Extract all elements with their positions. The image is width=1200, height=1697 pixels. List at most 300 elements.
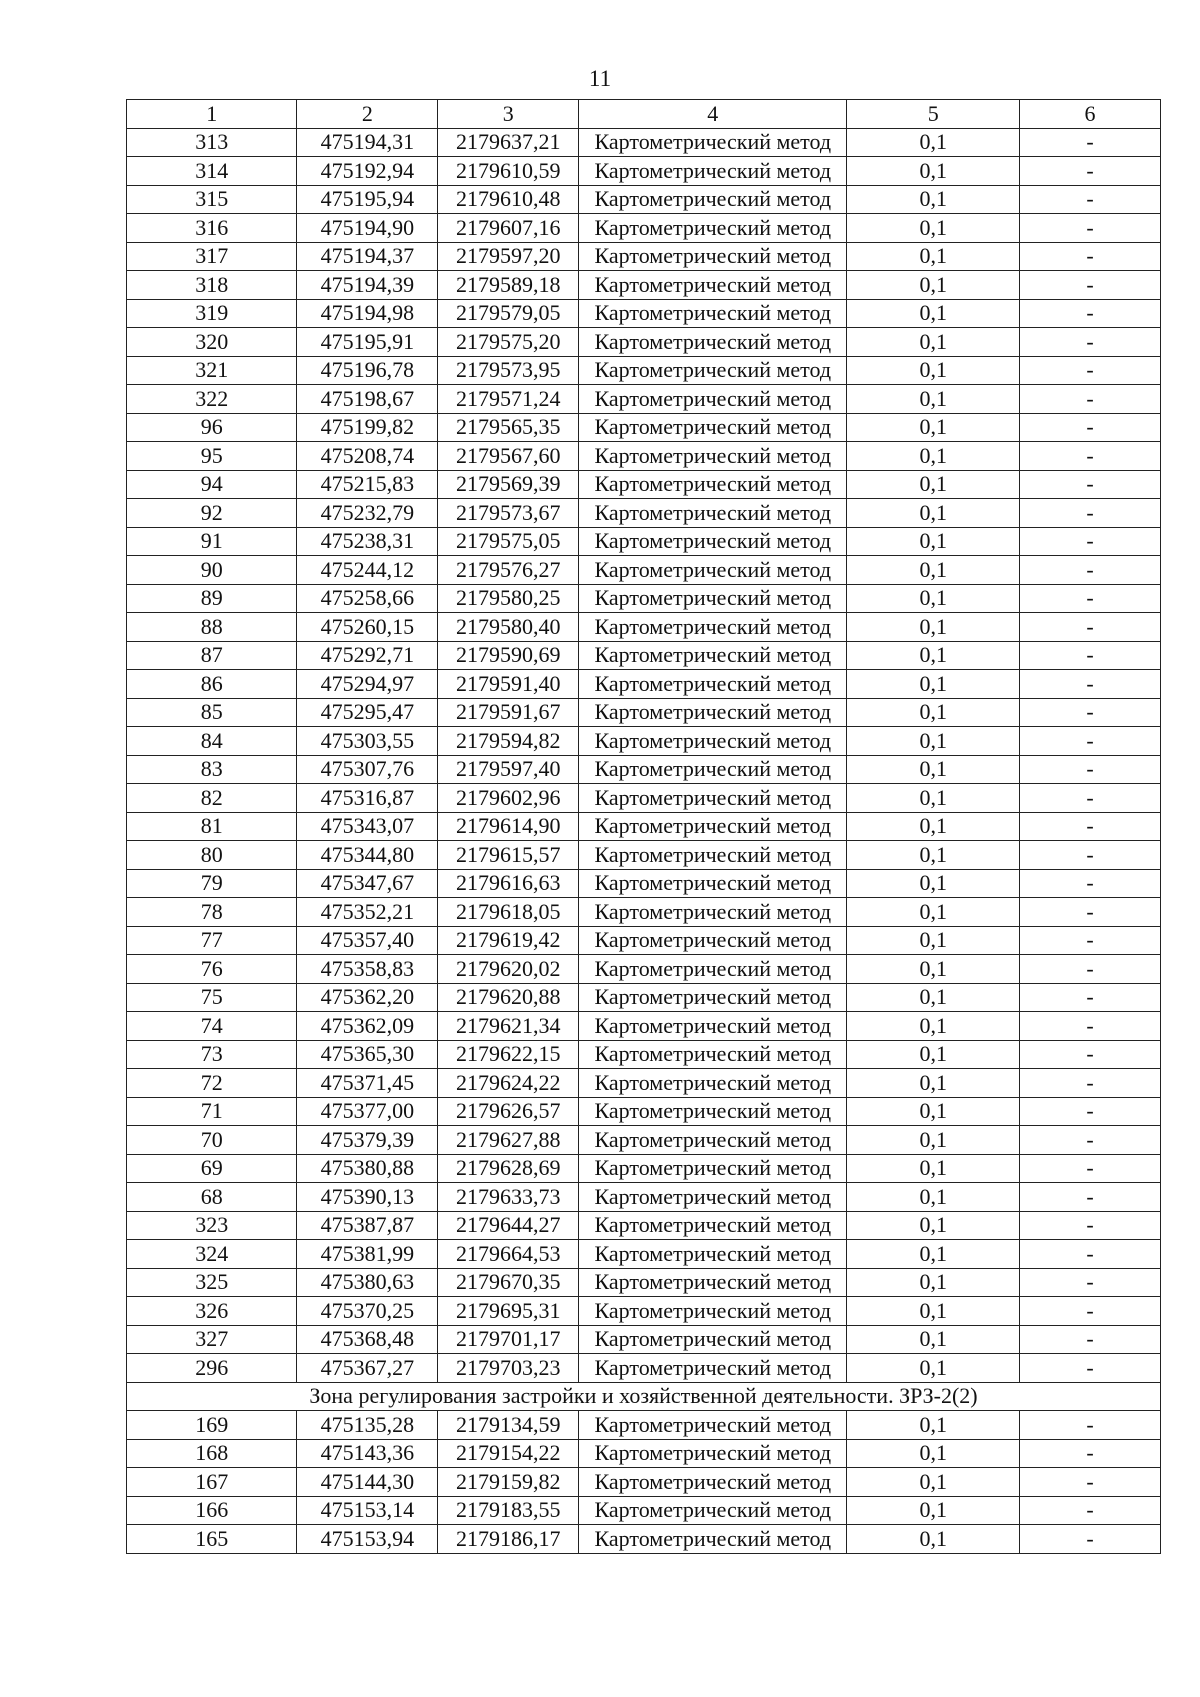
accuracy-cell: 0,1 bbox=[847, 385, 1020, 414]
accuracy-cell: 0,1 bbox=[847, 1439, 1020, 1468]
method-cell: Картометрический метод bbox=[579, 271, 847, 300]
accuracy-cell: 0,1 bbox=[847, 698, 1020, 727]
table-row bbox=[127, 385, 1161, 414]
table-row bbox=[127, 214, 1161, 243]
method-cell: Картометрический метод bbox=[579, 926, 847, 955]
note-cell: - bbox=[1020, 556, 1161, 585]
method-cell: Картометрический метод bbox=[579, 1040, 847, 1069]
method-cell: Картометрический метод bbox=[579, 641, 847, 670]
y-coordinate-cell: 2179626,57 bbox=[438, 1097, 579, 1126]
y-coordinate-cell: 2179701,17 bbox=[438, 1325, 579, 1354]
y-coordinate-cell: 2179597,40 bbox=[438, 755, 579, 784]
note-cell: - bbox=[1020, 185, 1161, 214]
column-header: 3 bbox=[438, 100, 579, 129]
table-row bbox=[127, 1268, 1161, 1297]
method-cell: Картометрический метод bbox=[579, 1468, 847, 1497]
y-coordinate-cell: 2179607,16 bbox=[438, 214, 579, 243]
x-coordinate-cell: 475368,48 bbox=[297, 1325, 438, 1354]
table-row bbox=[127, 955, 1161, 984]
table-row bbox=[127, 527, 1161, 556]
accuracy-cell: 0,1 bbox=[847, 185, 1020, 214]
x-coordinate-cell: 475343,07 bbox=[297, 812, 438, 841]
y-coordinate-cell: 2179573,95 bbox=[438, 356, 579, 385]
method-cell: Картометрический метод bbox=[579, 955, 847, 984]
accuracy-cell: 0,1 bbox=[847, 328, 1020, 357]
page-number: 11 bbox=[588, 66, 612, 91]
x-coordinate-cell: 475294,97 bbox=[297, 670, 438, 699]
note-cell: - bbox=[1020, 926, 1161, 955]
y-coordinate-cell: 2179579,05 bbox=[438, 299, 579, 328]
table-row bbox=[127, 869, 1161, 898]
table-row bbox=[127, 128, 1161, 157]
note-cell: - bbox=[1020, 1411, 1161, 1440]
x-coordinate-cell: 475260,15 bbox=[297, 613, 438, 642]
note-cell: - bbox=[1020, 869, 1161, 898]
method-cell: Картометрический метод bbox=[579, 1097, 847, 1126]
x-coordinate-cell: 475238,31 bbox=[297, 527, 438, 556]
table-row bbox=[127, 413, 1161, 442]
point-number-cell: 81 bbox=[127, 812, 297, 841]
y-coordinate-cell: 2179637,21 bbox=[438, 128, 579, 157]
method-cell: Картометрический метод bbox=[579, 328, 847, 357]
accuracy-cell: 0,1 bbox=[847, 584, 1020, 613]
x-coordinate-cell: 475194,90 bbox=[297, 214, 438, 243]
accuracy-cell: 0,1 bbox=[847, 1126, 1020, 1155]
note-cell: - bbox=[1020, 1211, 1161, 1240]
note-cell: - bbox=[1020, 1354, 1161, 1383]
note-cell: - bbox=[1020, 356, 1161, 385]
y-coordinate-cell: 2179591,40 bbox=[438, 670, 579, 699]
method-cell: Картометрический метод bbox=[579, 157, 847, 186]
y-coordinate-cell: 2179183,55 bbox=[438, 1496, 579, 1525]
note-cell: - bbox=[1020, 727, 1161, 756]
accuracy-cell: 0,1 bbox=[847, 755, 1020, 784]
method-cell: Картометрический метод bbox=[579, 128, 847, 157]
table-row bbox=[127, 1211, 1161, 1240]
table-row bbox=[127, 1240, 1161, 1269]
x-coordinate-cell: 475387,87 bbox=[297, 1211, 438, 1240]
table-row bbox=[127, 299, 1161, 328]
y-coordinate-cell: 2179621,34 bbox=[438, 1012, 579, 1041]
y-coordinate-cell: 2179620,02 bbox=[438, 955, 579, 984]
table-body bbox=[127, 128, 1161, 1382]
y-coordinate-cell: 2179569,39 bbox=[438, 470, 579, 499]
point-number-cell: 319 bbox=[127, 299, 297, 328]
x-coordinate-cell: 475295,47 bbox=[297, 698, 438, 727]
accuracy-cell: 0,1 bbox=[847, 1268, 1020, 1297]
method-cell: Картометрический метод bbox=[579, 442, 847, 471]
accuracy-cell: 0,1 bbox=[847, 128, 1020, 157]
point-number-cell: 320 bbox=[127, 328, 297, 357]
x-coordinate-cell: 475367,27 bbox=[297, 1354, 438, 1383]
note-cell: - bbox=[1020, 898, 1161, 927]
method-cell: Картометрический метод bbox=[579, 299, 847, 328]
x-coordinate-cell: 475258,66 bbox=[297, 584, 438, 613]
method-cell: Картометрический метод bbox=[579, 1496, 847, 1525]
method-cell: Картометрический метод bbox=[579, 841, 847, 870]
y-coordinate-cell: 2179565,35 bbox=[438, 413, 579, 442]
accuracy-cell: 0,1 bbox=[847, 613, 1020, 642]
y-coordinate-cell: 2179154,22 bbox=[438, 1439, 579, 1468]
method-cell: Картометрический метод bbox=[579, 214, 847, 243]
accuracy-cell: 0,1 bbox=[847, 499, 1020, 528]
accuracy-cell: 0,1 bbox=[847, 299, 1020, 328]
note-cell: - bbox=[1020, 328, 1161, 357]
x-coordinate-cell: 475365,30 bbox=[297, 1040, 438, 1069]
point-number-cell: 91 bbox=[127, 527, 297, 556]
note-cell: - bbox=[1020, 214, 1161, 243]
method-cell: Картометрический метод bbox=[579, 727, 847, 756]
point-number-cell: 323 bbox=[127, 1211, 297, 1240]
x-coordinate-cell: 475194,98 bbox=[297, 299, 438, 328]
method-cell: Картометрический метод bbox=[579, 698, 847, 727]
method-cell: Картометрический метод bbox=[579, 556, 847, 585]
accuracy-cell: 0,1 bbox=[847, 983, 1020, 1012]
note-cell: - bbox=[1020, 128, 1161, 157]
table-row bbox=[127, 1126, 1161, 1155]
method-cell: Картометрический метод bbox=[579, 1525, 847, 1554]
note-cell: - bbox=[1020, 670, 1161, 699]
point-number-cell: 89 bbox=[127, 584, 297, 613]
accuracy-cell: 0,1 bbox=[847, 356, 1020, 385]
method-cell: Картометрический метод bbox=[579, 1411, 847, 1440]
column-header: 5 bbox=[847, 100, 1020, 129]
table-row bbox=[127, 271, 1161, 300]
method-cell: Картометрический метод bbox=[579, 1354, 847, 1383]
accuracy-cell: 0,1 bbox=[847, 214, 1020, 243]
accuracy-cell: 0,1 bbox=[847, 470, 1020, 499]
table-row bbox=[127, 442, 1161, 471]
accuracy-cell: 0,1 bbox=[847, 556, 1020, 585]
accuracy-cell: 0,1 bbox=[847, 527, 1020, 556]
x-coordinate-cell: 475144,30 bbox=[297, 1468, 438, 1497]
method-cell: Картометрический метод bbox=[579, 983, 847, 1012]
x-coordinate-cell: 475232,79 bbox=[297, 499, 438, 528]
table-row bbox=[127, 670, 1161, 699]
y-coordinate-cell: 2179620,88 bbox=[438, 983, 579, 1012]
y-coordinate-cell: 2179575,20 bbox=[438, 328, 579, 357]
accuracy-cell: 0,1 bbox=[847, 1211, 1020, 1240]
y-coordinate-cell: 2179602,96 bbox=[438, 784, 579, 813]
x-coordinate-cell: 475352,21 bbox=[297, 898, 438, 927]
table-row bbox=[127, 1468, 1161, 1497]
method-cell: Картометрический метод bbox=[579, 527, 847, 556]
note-cell: - bbox=[1020, 1069, 1161, 1098]
y-coordinate-cell: 2179567,60 bbox=[438, 442, 579, 471]
note-cell: - bbox=[1020, 1439, 1161, 1468]
note-cell: - bbox=[1020, 413, 1161, 442]
point-number-cell: 68 bbox=[127, 1183, 297, 1212]
accuracy-cell: 0,1 bbox=[847, 1012, 1020, 1041]
accuracy-cell: 0,1 bbox=[847, 955, 1020, 984]
x-coordinate-cell: 475195,91 bbox=[297, 328, 438, 357]
note-cell: - bbox=[1020, 983, 1161, 1012]
method-cell: Картометрический метод bbox=[579, 1183, 847, 1212]
note-cell: - bbox=[1020, 1268, 1161, 1297]
table-row bbox=[127, 584, 1161, 613]
y-coordinate-cell: 2179597,20 bbox=[438, 242, 579, 271]
table-row bbox=[127, 841, 1161, 870]
method-cell: Картометрический метод bbox=[579, 812, 847, 841]
accuracy-cell: 0,1 bbox=[847, 1069, 1020, 1098]
note-cell: - bbox=[1020, 1040, 1161, 1069]
x-coordinate-cell: 475143,36 bbox=[297, 1439, 438, 1468]
point-number-cell: 166 bbox=[127, 1496, 297, 1525]
table-row bbox=[127, 1183, 1161, 1212]
method-cell: Картометрический метод bbox=[579, 755, 847, 784]
y-coordinate-cell: 2179591,67 bbox=[438, 698, 579, 727]
table-row bbox=[127, 1097, 1161, 1126]
method-cell: Картометрический метод bbox=[579, 869, 847, 898]
note-cell: - bbox=[1020, 1468, 1161, 1497]
table-row bbox=[127, 470, 1161, 499]
accuracy-cell: 0,1 bbox=[847, 1496, 1020, 1525]
point-number-cell: 316 bbox=[127, 214, 297, 243]
y-coordinate-cell: 2179644,27 bbox=[438, 1211, 579, 1240]
point-number-cell: 76 bbox=[127, 955, 297, 984]
y-coordinate-cell: 2179571,24 bbox=[438, 385, 579, 414]
table-row bbox=[127, 1496, 1161, 1525]
point-number-cell: 313 bbox=[127, 128, 297, 157]
point-number-cell: 321 bbox=[127, 356, 297, 385]
accuracy-cell: 0,1 bbox=[847, 1040, 1020, 1069]
point-number-cell: 85 bbox=[127, 698, 297, 727]
note-cell: - bbox=[1020, 584, 1161, 613]
x-coordinate-cell: 475192,94 bbox=[297, 157, 438, 186]
point-number-cell: 69 bbox=[127, 1154, 297, 1183]
x-coordinate-cell: 475358,83 bbox=[297, 955, 438, 984]
table-row bbox=[127, 1325, 1161, 1354]
point-number-cell: 87 bbox=[127, 641, 297, 670]
x-coordinate-cell: 475198,67 bbox=[297, 385, 438, 414]
table-row bbox=[127, 784, 1161, 813]
y-coordinate-cell: 2179575,05 bbox=[438, 527, 579, 556]
method-cell: Картометрический метод bbox=[579, 356, 847, 385]
note-cell: - bbox=[1020, 1154, 1161, 1183]
method-cell: Картометрический метод bbox=[579, 413, 847, 442]
method-cell: Картометрический метод bbox=[579, 242, 847, 271]
note-cell: - bbox=[1020, 613, 1161, 642]
table-row bbox=[127, 499, 1161, 528]
y-coordinate-cell: 2179186,17 bbox=[438, 1525, 579, 1554]
section-header-row bbox=[127, 1382, 1161, 1411]
table-row bbox=[127, 1525, 1161, 1554]
point-number-cell: 79 bbox=[127, 869, 297, 898]
x-coordinate-cell: 475194,31 bbox=[297, 128, 438, 157]
note-cell: - bbox=[1020, 470, 1161, 499]
accuracy-cell: 0,1 bbox=[847, 1468, 1020, 1497]
note-cell: - bbox=[1020, 1325, 1161, 1354]
point-number-cell: 78 bbox=[127, 898, 297, 927]
point-number-cell: 326 bbox=[127, 1297, 297, 1326]
x-coordinate-cell: 475390,13 bbox=[297, 1183, 438, 1212]
x-coordinate-cell: 475194,37 bbox=[297, 242, 438, 271]
note-cell: - bbox=[1020, 1240, 1161, 1269]
note-cell: - bbox=[1020, 157, 1161, 186]
note-cell: - bbox=[1020, 1097, 1161, 1126]
x-coordinate-cell: 475316,87 bbox=[297, 784, 438, 813]
method-cell: Картометрический метод bbox=[579, 784, 847, 813]
x-coordinate-cell: 475380,88 bbox=[297, 1154, 438, 1183]
method-cell: Картометрический метод bbox=[579, 185, 847, 214]
y-coordinate-cell: 2179633,73 bbox=[438, 1183, 579, 1212]
table-row bbox=[127, 698, 1161, 727]
y-coordinate-cell: 2179695,31 bbox=[438, 1297, 579, 1326]
note-cell: - bbox=[1020, 1126, 1161, 1155]
y-coordinate-cell: 2179576,27 bbox=[438, 556, 579, 585]
accuracy-cell: 0,1 bbox=[847, 869, 1020, 898]
point-number-cell: 167 bbox=[127, 1468, 297, 1497]
column-header: 6 bbox=[1020, 100, 1161, 129]
point-number-cell: 71 bbox=[127, 1097, 297, 1126]
x-coordinate-cell: 475292,71 bbox=[297, 641, 438, 670]
accuracy-cell: 0,1 bbox=[847, 1154, 1020, 1183]
note-cell: - bbox=[1020, 1525, 1161, 1554]
point-number-cell: 82 bbox=[127, 784, 297, 813]
accuracy-cell: 0,1 bbox=[847, 812, 1020, 841]
point-number-cell: 296 bbox=[127, 1354, 297, 1383]
accuracy-cell: 0,1 bbox=[847, 641, 1020, 670]
accuracy-cell: 0,1 bbox=[847, 1411, 1020, 1440]
point-number-cell: 74 bbox=[127, 1012, 297, 1041]
y-coordinate-cell: 2179580,40 bbox=[438, 613, 579, 642]
table-header-row bbox=[127, 100, 1161, 129]
y-coordinate-cell: 2179618,05 bbox=[438, 898, 579, 927]
method-cell: Картометрический метод bbox=[579, 1297, 847, 1326]
point-number-cell: 77 bbox=[127, 926, 297, 955]
x-coordinate-cell: 475153,94 bbox=[297, 1525, 438, 1554]
y-coordinate-cell: 2179610,59 bbox=[438, 157, 579, 186]
table-row bbox=[127, 1154, 1161, 1183]
point-number-cell: 75 bbox=[127, 983, 297, 1012]
point-number-cell: 92 bbox=[127, 499, 297, 528]
point-number-cell: 318 bbox=[127, 271, 297, 300]
method-cell: Картометрический метод bbox=[579, 1069, 847, 1098]
method-cell: Картометрический метод bbox=[579, 499, 847, 528]
note-cell: - bbox=[1020, 1297, 1161, 1326]
point-number-cell: 94 bbox=[127, 470, 297, 499]
x-coordinate-cell: 475303,55 bbox=[297, 727, 438, 756]
table-row bbox=[127, 157, 1161, 186]
y-coordinate-cell: 2179615,57 bbox=[438, 841, 579, 870]
table-row bbox=[127, 812, 1161, 841]
accuracy-cell: 0,1 bbox=[847, 898, 1020, 927]
point-number-cell: 324 bbox=[127, 1240, 297, 1269]
table-row bbox=[127, 926, 1161, 955]
table-row bbox=[127, 1411, 1161, 1440]
method-cell: Картометрический метод bbox=[579, 385, 847, 414]
x-coordinate-cell: 475362,20 bbox=[297, 983, 438, 1012]
point-number-cell: 83 bbox=[127, 755, 297, 784]
note-cell: - bbox=[1020, 1012, 1161, 1041]
point-number-cell: 327 bbox=[127, 1325, 297, 1354]
x-coordinate-cell: 475208,74 bbox=[297, 442, 438, 471]
table-row bbox=[127, 727, 1161, 756]
x-coordinate-cell: 475357,40 bbox=[297, 926, 438, 955]
note-cell: - bbox=[1020, 1183, 1161, 1212]
accuracy-cell: 0,1 bbox=[847, 242, 1020, 271]
x-coordinate-cell: 475196,78 bbox=[297, 356, 438, 385]
x-coordinate-cell: 475344,80 bbox=[297, 841, 438, 870]
point-number-cell: 86 bbox=[127, 670, 297, 699]
y-coordinate-cell: 2179664,53 bbox=[438, 1240, 579, 1269]
point-number-cell: 84 bbox=[127, 727, 297, 756]
method-cell: Картометрический метод bbox=[579, 584, 847, 613]
y-coordinate-cell: 2179573,67 bbox=[438, 499, 579, 528]
point-number-cell: 314 bbox=[127, 157, 297, 186]
point-number-cell: 70 bbox=[127, 1126, 297, 1155]
point-number-cell: 165 bbox=[127, 1525, 297, 1554]
table-row bbox=[127, 1354, 1161, 1383]
y-coordinate-cell: 2179159,82 bbox=[438, 1468, 579, 1497]
x-coordinate-cell: 475347,67 bbox=[297, 869, 438, 898]
table-row bbox=[127, 613, 1161, 642]
note-cell: - bbox=[1020, 442, 1161, 471]
note-cell: - bbox=[1020, 955, 1161, 984]
table-row bbox=[127, 898, 1161, 927]
note-cell: - bbox=[1020, 755, 1161, 784]
x-coordinate-cell: 475195,94 bbox=[297, 185, 438, 214]
point-number-cell: 315 bbox=[127, 185, 297, 214]
y-coordinate-cell: 2179589,18 bbox=[438, 271, 579, 300]
x-coordinate-cell: 475371,45 bbox=[297, 1069, 438, 1098]
point-number-cell: 80 bbox=[127, 841, 297, 870]
column-header: 1 bbox=[127, 100, 297, 129]
method-cell: Картометрический метод bbox=[579, 613, 847, 642]
method-cell: Картометрический метод bbox=[579, 898, 847, 927]
note-cell: - bbox=[1020, 242, 1161, 271]
point-number-cell: 317 bbox=[127, 242, 297, 271]
method-cell: Картометрический метод bbox=[579, 670, 847, 699]
method-cell: Картометрический метод bbox=[579, 1268, 847, 1297]
y-coordinate-cell: 2179619,42 bbox=[438, 926, 579, 955]
table-row bbox=[127, 356, 1161, 385]
y-coordinate-cell: 2179627,88 bbox=[438, 1126, 579, 1155]
y-coordinate-cell: 2179580,25 bbox=[438, 584, 579, 613]
table-row bbox=[127, 641, 1161, 670]
x-coordinate-cell: 475215,83 bbox=[297, 470, 438, 499]
y-coordinate-cell: 2179610,48 bbox=[438, 185, 579, 214]
x-coordinate-cell: 475244,12 bbox=[297, 556, 438, 585]
x-coordinate-cell: 475381,99 bbox=[297, 1240, 438, 1269]
y-coordinate-cell: 2179628,69 bbox=[438, 1154, 579, 1183]
x-coordinate-cell: 475362,09 bbox=[297, 1012, 438, 1041]
note-cell: - bbox=[1020, 641, 1161, 670]
y-coordinate-cell: 2179616,63 bbox=[438, 869, 579, 898]
method-cell: Картометрический метод bbox=[579, 1211, 847, 1240]
method-cell: Картометрический метод bbox=[579, 470, 847, 499]
accuracy-cell: 0,1 bbox=[847, 727, 1020, 756]
y-coordinate-cell: 2179670,35 bbox=[438, 1268, 579, 1297]
note-cell: - bbox=[1020, 385, 1161, 414]
accuracy-cell: 0,1 bbox=[847, 926, 1020, 955]
note-cell: - bbox=[1020, 299, 1161, 328]
accuracy-cell: 0,1 bbox=[847, 841, 1020, 870]
x-coordinate-cell: 475370,25 bbox=[297, 1297, 438, 1326]
note-cell: - bbox=[1020, 784, 1161, 813]
y-coordinate-cell: 2179590,69 bbox=[438, 641, 579, 670]
accuracy-cell: 0,1 bbox=[847, 1325, 1020, 1354]
accuracy-cell: 0,1 bbox=[847, 1525, 1020, 1554]
accuracy-cell: 0,1 bbox=[847, 157, 1020, 186]
y-coordinate-cell: 2179622,15 bbox=[438, 1040, 579, 1069]
column-header: 4 bbox=[579, 100, 847, 129]
x-coordinate-cell: 475153,14 bbox=[297, 1496, 438, 1525]
method-cell: Картометрический метод bbox=[579, 1126, 847, 1155]
method-cell: Картометрический метод bbox=[579, 1240, 847, 1269]
y-coordinate-cell: 2179703,23 bbox=[438, 1354, 579, 1383]
point-number-cell: 73 bbox=[127, 1040, 297, 1069]
